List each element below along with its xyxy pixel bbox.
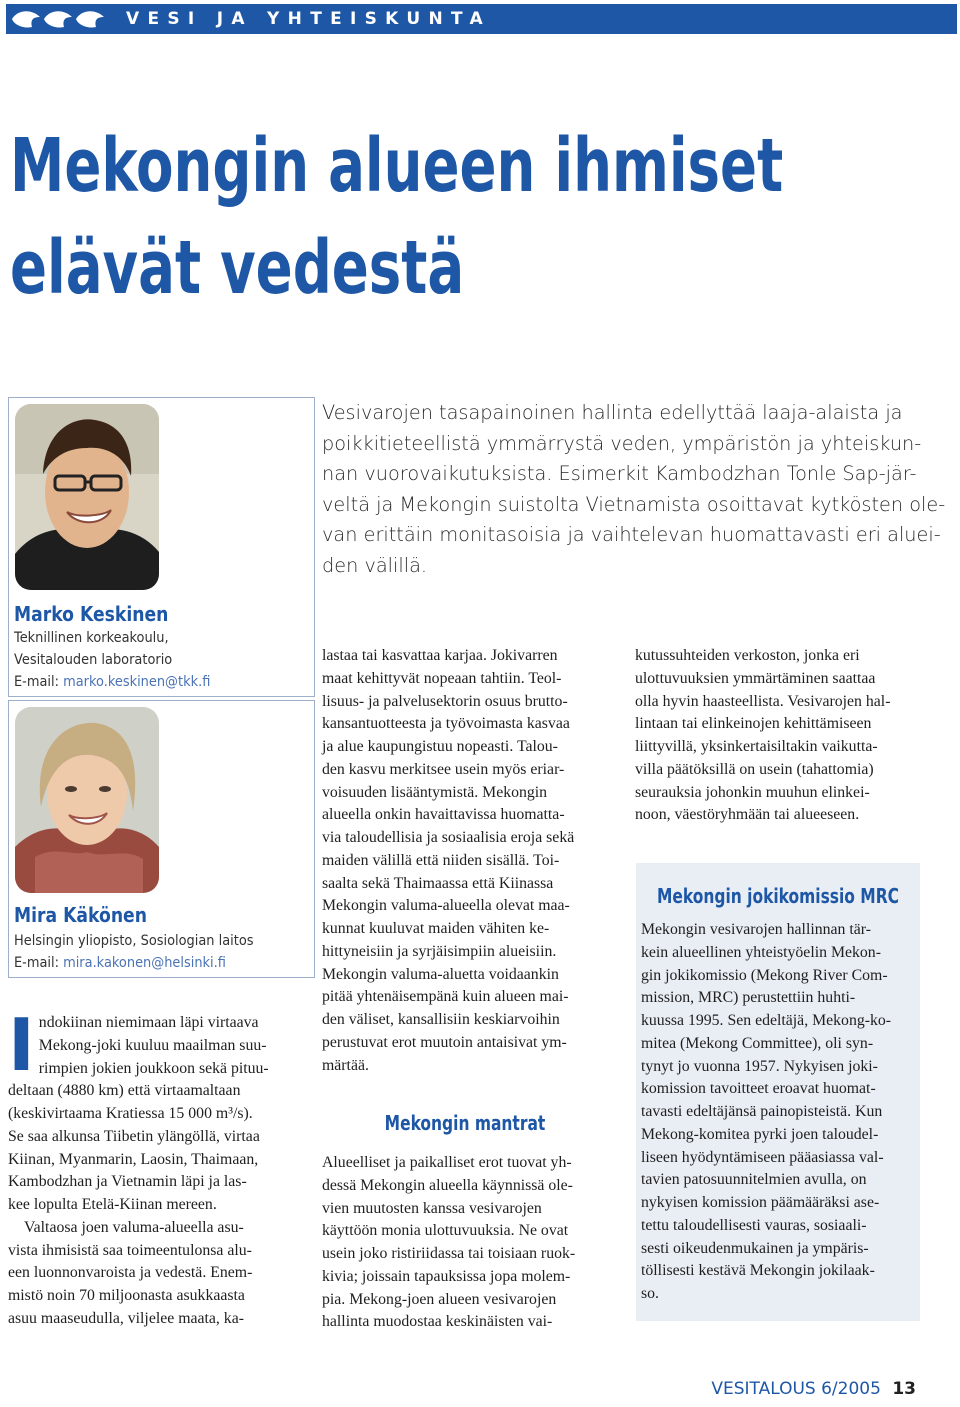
body-line: lastaa tai kasvattaa karjaa. Jokivarren xyxy=(322,647,558,664)
section-title: VESI JA YHTEISKUNTA xyxy=(126,9,492,29)
author-name: Mira Käkönen xyxy=(14,903,147,927)
sidebar-line: mitea (Mekong Committee), oli syn- xyxy=(641,1034,874,1052)
body-line: hallinta muodostaa keskinäisten vai- xyxy=(322,1313,553,1331)
lead-line: van erittäin monitasoisia ja vaihtelevan huomattavasti eri aluei- xyxy=(322,523,941,547)
body-line: lintaan tai elinkeinojen kehittämiseen xyxy=(635,715,872,733)
issue-number: 6/2005 xyxy=(821,1379,881,1399)
body-line: Mekongin valuma-aluetta voidaankin xyxy=(322,965,559,983)
body-line: perustuvat erot muutoin antaisivat ym- xyxy=(322,1033,567,1051)
body-line: hittyneisiin ja syrjäisimpiin alueisiin. xyxy=(322,942,557,960)
body-line: deltaan (4880 km) että virtaamaltaan xyxy=(8,1082,241,1100)
body-line: maat kehittyvät nopeaan tahtiin. Teol- xyxy=(322,669,562,687)
body-line: Se saa alkunsa Tiibetin ylängöllä, virtaa xyxy=(8,1127,260,1145)
sidebar-title: Mekongin jokikomissio MRC xyxy=(657,884,899,908)
body-line: pitää yhtenäisempänä kuin alueen mai- xyxy=(322,988,569,1006)
sidebar-line: gin jokikomissio (Mekong River Com- xyxy=(641,966,888,984)
sidebar-line: Mekong-komitea pyrki joen taloudel- xyxy=(641,1125,879,1143)
sidebar-line: liseen hyödyntämiseen pääasiassa val- xyxy=(641,1148,884,1166)
body-column-3 xyxy=(635,645,917,827)
body-line: vien muutosten kanssa vesivarojen xyxy=(322,1199,542,1217)
author-affiliation: Vesitalouden laboratorio xyxy=(14,652,173,668)
author-card xyxy=(8,397,315,697)
email-label: E-mail: xyxy=(14,955,59,971)
body-line: dessä Mekongin alueella käynnissä ole- xyxy=(322,1176,573,1194)
magazine-name: VESITALOUS xyxy=(711,1379,816,1399)
body-line: ndokiinan niemimaan läpi virtaava xyxy=(38,1014,259,1031)
author-email-line xyxy=(14,953,226,974)
body-line: ja alue kaupungistuu nopeasti. Talou- xyxy=(322,738,558,755)
lead-line: veltä ja Mekongin suistolta Vietnamista osoittavat kytkösten ole- xyxy=(322,492,946,516)
body-column-2-continued xyxy=(322,1152,608,1334)
body-line: Mekongin valuma-alueella olevat maa- xyxy=(322,897,570,915)
headline-line-2: elävät vedestä xyxy=(10,225,465,311)
body-line: käyttöön monia ulottuvuuksia. Ne ovat xyxy=(322,1222,569,1240)
author-email-link[interactable]: marko.keskinen@tkk.fi xyxy=(63,674,211,690)
body-line: pia. Mekong-joen alueen vesivarojen xyxy=(322,1290,557,1308)
author-email-link[interactable]: mira.kakonen@helsinki.fi xyxy=(63,955,226,971)
body-line: Mekong-joki kuuluu maailman suu- xyxy=(38,1036,267,1054)
lead-line: nan vuorovaikutuksista. Esimerkit Kambodzhan Tonle Sap-jär- xyxy=(322,462,917,486)
page-footer xyxy=(711,1379,916,1399)
body-line: via taloudellisia ja sosiaalisia eroja sekä xyxy=(322,829,575,846)
body-line: een luonnonvaroista ja vedestä. Enem- xyxy=(8,1264,253,1282)
page-number: 13 xyxy=(892,1379,916,1399)
body-line: maiden välillä että niiden sisällä. Toi- xyxy=(322,851,560,869)
body-line: voisuuden lisääntymistä. Mekongin xyxy=(322,783,548,801)
sidebar-line: tynyt jo vuonna 1957. Nykyisen joki- xyxy=(641,1057,878,1075)
body-line: vista ihmisistä saa toimeentulonsa alu- xyxy=(8,1241,252,1259)
subheading-mekong-mantras: Mekongin mantrat xyxy=(384,1111,546,1135)
sidebar-line: mission, MRC) perustettiin huhti- xyxy=(641,989,856,1007)
body-line: usein joko ristiriidassa tai toisiaan ruok- xyxy=(322,1245,576,1262)
sidebar-line: sesti oikeudenmukainen ja ympäris- xyxy=(641,1239,869,1257)
author-photo xyxy=(15,404,159,590)
body-line: kutussuhteiden verkoston, jonka eri xyxy=(635,647,860,664)
body-line: den väliset, kansallisiin keskiarvoihin xyxy=(322,1011,560,1028)
body-line: kivia; joissain tapauksissa jopa molem- xyxy=(322,1267,571,1285)
sidebar-line: tettu taloudellisesti vauras, sosiaali- xyxy=(641,1216,867,1234)
sidebar-line: tavien patosuunnitelmien avulla, on xyxy=(641,1171,867,1189)
sidebar-line: nykyisen komission päämääräksi ase- xyxy=(641,1194,880,1211)
body-line: villa päätöksillä on usein (tahattomia) xyxy=(635,760,874,778)
lead-line: den välillä. xyxy=(322,553,428,577)
body-column-2 xyxy=(322,645,608,1077)
lead-line: Vesivarojen tasapainoinen hallinta edellyttää laaja-alaista ja xyxy=(322,401,903,424)
body-line: Kambodzhan ja Vietnamin läpi ja las- xyxy=(8,1173,247,1191)
sidebar-text xyxy=(641,919,917,1306)
headline-line-1: Mekongin alueen ihmiset xyxy=(10,123,784,209)
body-line: kee lopulta Etelä-Kiinan mereen. xyxy=(8,1196,217,1213)
wave-drop-icon xyxy=(12,11,40,27)
wave-drop-icon xyxy=(44,11,72,27)
body-line: mistö noin 70 miljoonasta asukkaasta xyxy=(8,1287,245,1304)
body-line: den kasvu merkitsee usein myös eriar- xyxy=(322,760,565,778)
sidebar-line: töllisesti kestävä Mekongin jokilaak- xyxy=(641,1262,875,1280)
body-line: Kiinan, Myanmarin, Laosin, Thaimaan, xyxy=(8,1150,259,1168)
body-line: lisuus- ja palvelusektorin osuus brutto- xyxy=(322,692,568,710)
body-line: liittyvillä, yksinkertaisiltakin vaikutta- xyxy=(635,738,878,755)
author-affiliation: Helsingin yliopisto, Sosiologian laitos xyxy=(14,933,254,949)
body-line: kunnat kuuluvat maiden vähiten ke- xyxy=(322,920,550,937)
lead-line: poikkitieteellistä ymmärrystä veden, ympäristön ja yhteiskun- xyxy=(322,431,922,455)
body-line: seurauksia johonkin muuhun elinkei- xyxy=(635,783,870,801)
body-line: noon, väestöryhmään tai alueeseen. xyxy=(635,806,860,824)
sidebar-line: tavasti edeltäjänsä painopisteistä. Kun xyxy=(641,1103,883,1120)
body-line: olla hyvin haasteellista. Vesivarojen hal- xyxy=(635,692,891,710)
author-photo xyxy=(15,707,159,893)
wave-drop-icon xyxy=(76,11,104,27)
body-line: rimpien jokien joukkoon sekä pituu- xyxy=(38,1059,269,1077)
body-line: kansantuotteesta ja työvoimasta kasvaa xyxy=(322,715,570,733)
author-card xyxy=(8,700,315,978)
email-label: E-mail: xyxy=(14,674,59,690)
sidebar-line: so. xyxy=(641,1285,659,1302)
sidebar-line: komission tavoitteet eroavat huomat- xyxy=(641,1080,876,1098)
author-affiliation: Teknillinen korkeakoulu, xyxy=(14,630,169,646)
body-line: saalta sekä Thaimaassa että Kiinassa xyxy=(322,874,554,892)
drop-cap: I xyxy=(8,1003,35,1087)
body-line: Alueelliset ja paikalliset erot tuovat yh- xyxy=(322,1154,572,1171)
wave-drop-icons xyxy=(10,7,110,31)
body-column-1 xyxy=(8,1003,292,1331)
author-name: Marko Keskinen xyxy=(14,602,169,626)
body-line: Valtaosa joen valuma-alueella asu- xyxy=(24,1218,244,1236)
body-line: märtää. xyxy=(322,1056,369,1074)
author-email-line xyxy=(14,672,210,693)
sidebar-line: kein alueellinen yhteistyöelin Mekon- xyxy=(641,943,881,961)
body-line: (keskivirtaama Kratiessa 15 000 m³/s). xyxy=(8,1105,253,1122)
body-line: ulottuvuuksien ymmärtäminen saattaa xyxy=(635,669,876,687)
sidebar-line: kuussa 1995. Sen edeltäjä, Mekong-ko- xyxy=(641,1012,892,1029)
body-line: alueella onkin havaittavissa huomatta- xyxy=(322,806,565,824)
body-line: asuu maaseudulla, viljelee maata, ka- xyxy=(8,1309,244,1327)
sidebar-line: Mekongin vesivarojen hallinnan tär- xyxy=(641,921,871,938)
lead-paragraph xyxy=(322,398,946,582)
